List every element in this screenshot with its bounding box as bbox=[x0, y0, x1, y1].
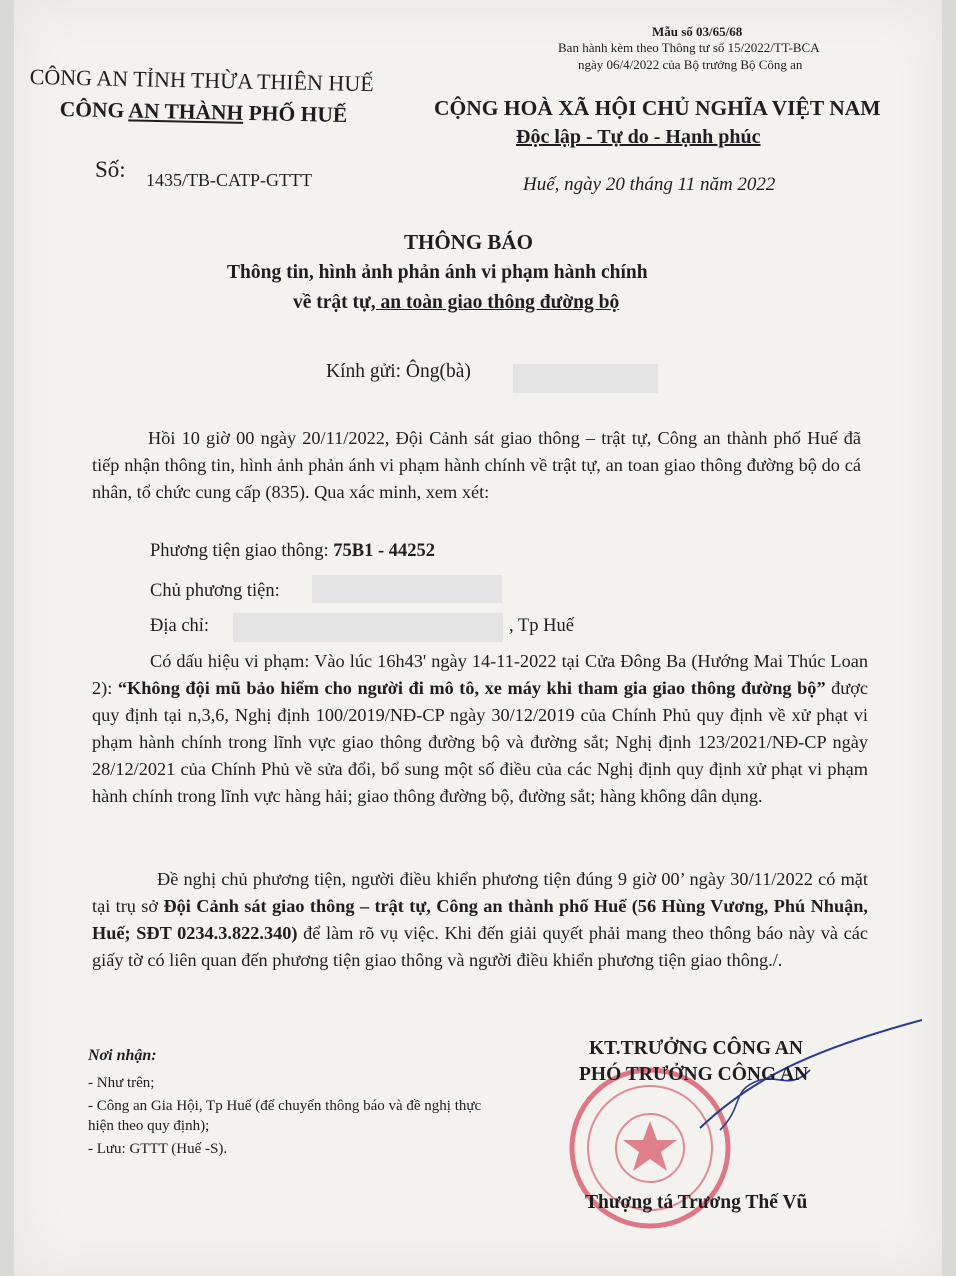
document-number: 1435/TB-CATP-GTTT bbox=[146, 170, 312, 190]
signer-title-2: PHÓ TRƯỞNG CÔNG AN bbox=[579, 1064, 809, 1085]
agency-parent: CÔNG AN TỈNH THỪA THIÊN HUẾ bbox=[29, 64, 374, 97]
signer-title-1: KT.TRƯỞNG CÔNG AN bbox=[589, 1038, 803, 1059]
address-city: , Tp Huế bbox=[509, 616, 574, 636]
recipients-title: Nơi nhận: bbox=[88, 1047, 157, 1064]
body-paragraph-1: Hồi 10 giờ 00 ngày 20/11/2022, Đội Cảnh sát giao thông – trật tự, Công an thành phố Huế đã tiếp nhận thông tin, hình ảnh phản ánh vi phạm hành chính về trật tự, an toan giao thông đường bộ do cá nhân, tổ chức cung cấp (835). Qua xác minh, xem xét: bbox=[92, 428, 861, 502]
recipient-3: - Lưu: GTTT (Huế -S). bbox=[88, 1141, 228, 1157]
redacted-owner bbox=[312, 575, 502, 603]
form-issued-date: ngày 06/4/2022 của Bộ trưởng Bộ Công an bbox=[578, 57, 803, 72]
national-title: CỘNG HOÀ XÃ HỘI CHỦ NGHĨA VIỆT NAM bbox=[434, 96, 881, 120]
document-number-label: Số: bbox=[95, 157, 126, 182]
page-title: THÔNG BÁO bbox=[404, 230, 533, 254]
vehicle-line: Phương tiện giao thông: 75B1 - 44252 bbox=[150, 541, 435, 561]
recipient-1: - Như trên; bbox=[88, 1075, 155, 1091]
national-motto: Độc lập - Tự do - Hạnh phúc bbox=[516, 126, 761, 148]
redacted-address bbox=[233, 613, 503, 642]
redacted-name bbox=[513, 364, 658, 393]
owner-line: Chủ phương tiện: bbox=[150, 581, 280, 601]
agency-name: CÔNG AN THÀNH PHỐ HUẾ bbox=[59, 97, 348, 128]
subtitle-line-2: về trật tự, an toàn giao thông đường bộ bbox=[293, 292, 620, 313]
place-date: Huế, ngày 20 tháng 11 năm 2022 bbox=[523, 174, 776, 195]
signer-name: Thượng tá Trương Thế Vũ bbox=[585, 1192, 808, 1213]
body-paragraph-2: Có dấu hiệu vi phạm: Vào lúc 16h43' ngày 14-11-2022 tại Cửa Đông Ba (Hướng Mai Thúc Loan 2): “Không đội mũ bảo hiểm cho người đi mô tô, xe máy khi tham gia giao thông đường bộ” được quy định tại n,3,6, Nghị định 100/2019/NĐ-CP ngày 30/12/2019 của Chính Phủ quy định về xử phạt vi phạm hành chính trong lĩnh vực giao thông đường bộ và đường sắt; Nghị định 123/2021/NĐ-CP ngày 28/12/2021 của Chính Phủ về sửa đổi, bổ sung một số điều của các Nghị định quy định xử phạt vi phạm hành chính trong lĩnh vực hàng hải; giao thông đường bộ, đường sắt; hàng không dân dụng. bbox=[92, 651, 868, 806]
addressee: Kính gửi: Ông(bà) bbox=[326, 361, 471, 382]
address-line: Địa chỉ: bbox=[150, 616, 210, 636]
body-paragraph-3: Đề nghị chủ phương tiện, người điều khiển phương tiện đúng 9 giờ 00’ ngày 30/11/2022 có mặt tại trụ sở Đội Cảnh sát giao thông – trật tự, Công an thành phố Huế (56 Hùng Vương, Phú Nhuận, Huế; SĐT 0234.3.822.340) để làm rõ vụ việc. Khi đến giải quyết phải mang theo thông báo này và các giấy tờ có liên quan đến phương tiện giao thông và người điều khiển phương tiện giao thông./. bbox=[92, 869, 869, 970]
form-number: Mẫu số 03/65/68 bbox=[652, 24, 743, 39]
form-issued-with: Ban hành kèm theo Thông tư số 15/2022/TT-BCA bbox=[558, 40, 820, 55]
subtitle-line-1: Thông tin, hình ảnh phản ánh vi phạm hành chính bbox=[227, 262, 648, 283]
recipient-2: - Công an Gia Hội, Tp Huế (để chuyển thông báo và đề nghị thực hiện theo quy định); bbox=[88, 1098, 482, 1134]
